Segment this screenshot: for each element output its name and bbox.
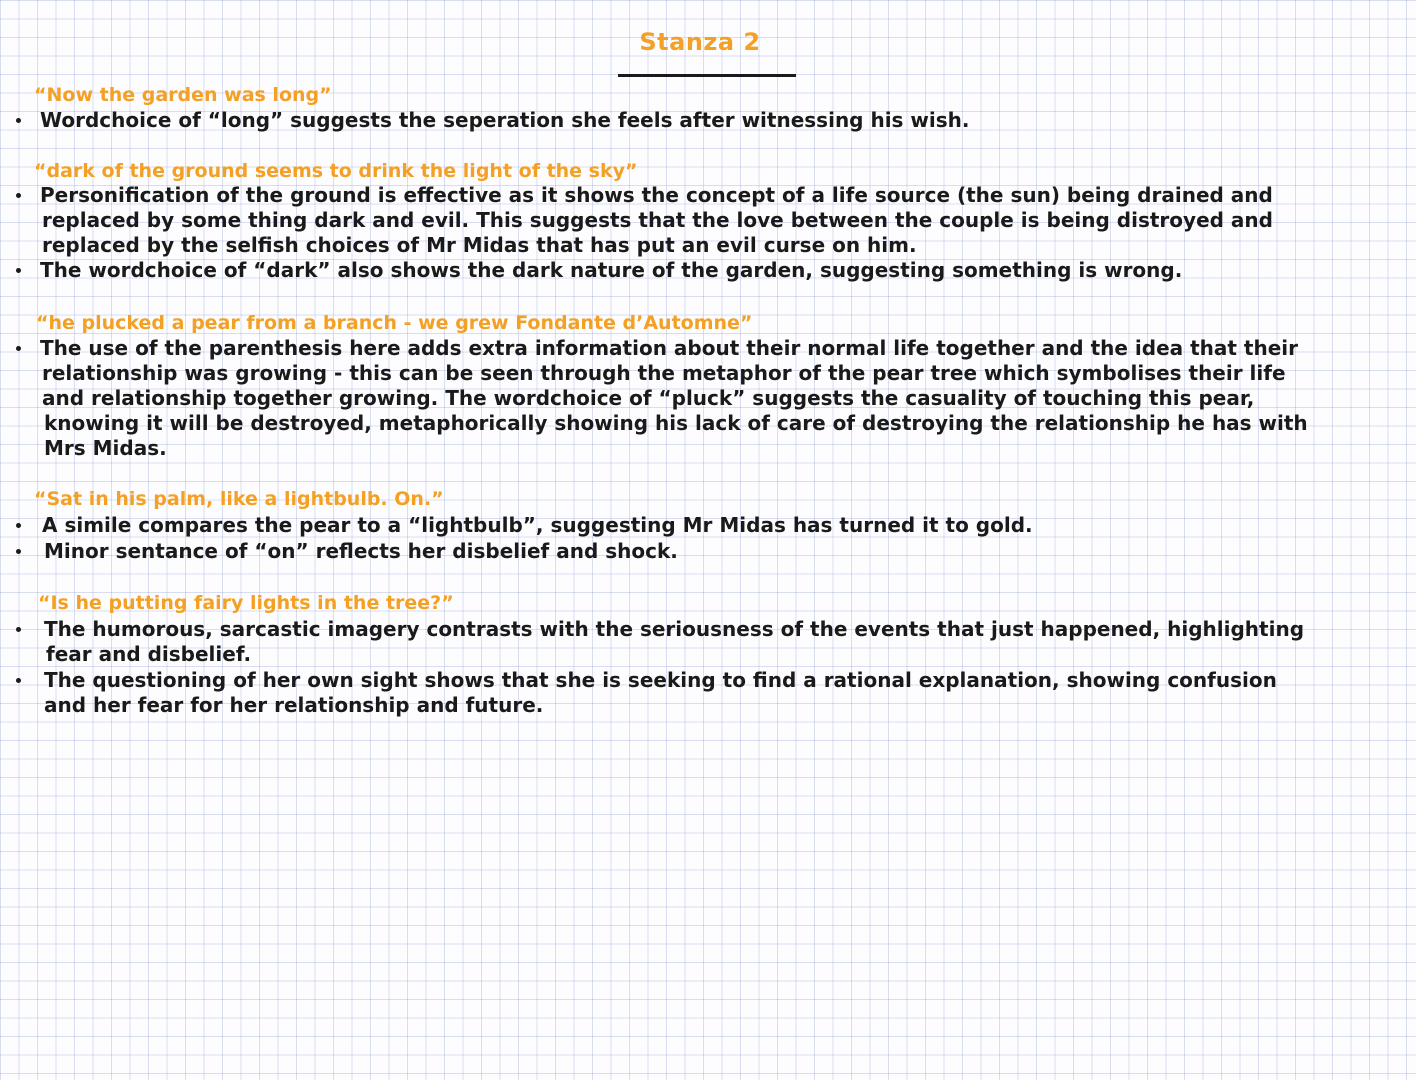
quote: “Sat in his palm, like a lightbulb. On.” (34, 488, 444, 510)
quote: “he plucked a pear from a branch - we grew Fondante d’Automne” (36, 312, 753, 334)
title-underline (618, 74, 796, 77)
note-line: replaced by the selfish choices of Mr Midas that has put an evil curse on him. (42, 233, 917, 257)
quote: “Is he putting fairy lights in the tree?” (38, 592, 454, 614)
note-line: The questioning of her own sight shows that she is seeking to find a rational explanation, showing confusion (44, 668, 1277, 692)
note-line: Wordchoice of “long” suggests the seperation she feels after witnessing his wish. (40, 108, 970, 132)
note-line: replaced by some thing dark and evil. This suggests that the love between the couple is being distroyed and (42, 208, 1273, 232)
note-line: The use of the parenthesis here adds extra information about their normal life together and the idea that their (40, 336, 1299, 360)
bullet-dot (16, 346, 21, 351)
bullet-dot (16, 523, 21, 528)
bullet-dot (16, 193, 21, 198)
note-line: fear and disbelief. (46, 642, 252, 666)
note-line: knowing it will be destroyed, metaphorically showing his lack of care of destroying the relationship he has with (44, 411, 1308, 435)
note-line: Personification of the ground is effective as it shows the concept of a life source (the sun) being drained and (40, 183, 1273, 207)
quote: “Now the garden was long” (34, 84, 332, 106)
bullet-dot (16, 627, 21, 632)
note-line: A simile compares the pear to a “lightbulb”, suggesting Mr Midas has turned it to gold. (42, 513, 1033, 537)
note-line: Mrs Midas. (44, 436, 167, 460)
note-line: The wordchoice of “dark” also shows the dark nature of the garden, suggesting something is wrong. (40, 258, 1183, 282)
note-line: The humorous, sarcastic imagery contrasts with the seriousness of the events that just happened, highlighting (44, 617, 1305, 641)
bullet-dot (16, 549, 21, 554)
bullet-dot (16, 678, 21, 683)
note-line: Minor sentance of “on” reflects her disbelief and shock. (44, 539, 678, 563)
note-line: relationship was growing - this can be seen through the metaphor of the pear tree which symbolises their life (42, 361, 1286, 385)
bullet-dot (16, 268, 21, 273)
page-title: Stanza 2 (639, 28, 761, 56)
bullet-dot (16, 118, 21, 123)
quote: “dark of the ground seems to drink the light of the sky” (34, 160, 638, 182)
note-line: and relationship together growing. The wordchoice of “pluck” suggests the casuality of touching this pear, (42, 386, 1255, 410)
note-line: and her fear for her relationship and future. (44, 693, 544, 717)
